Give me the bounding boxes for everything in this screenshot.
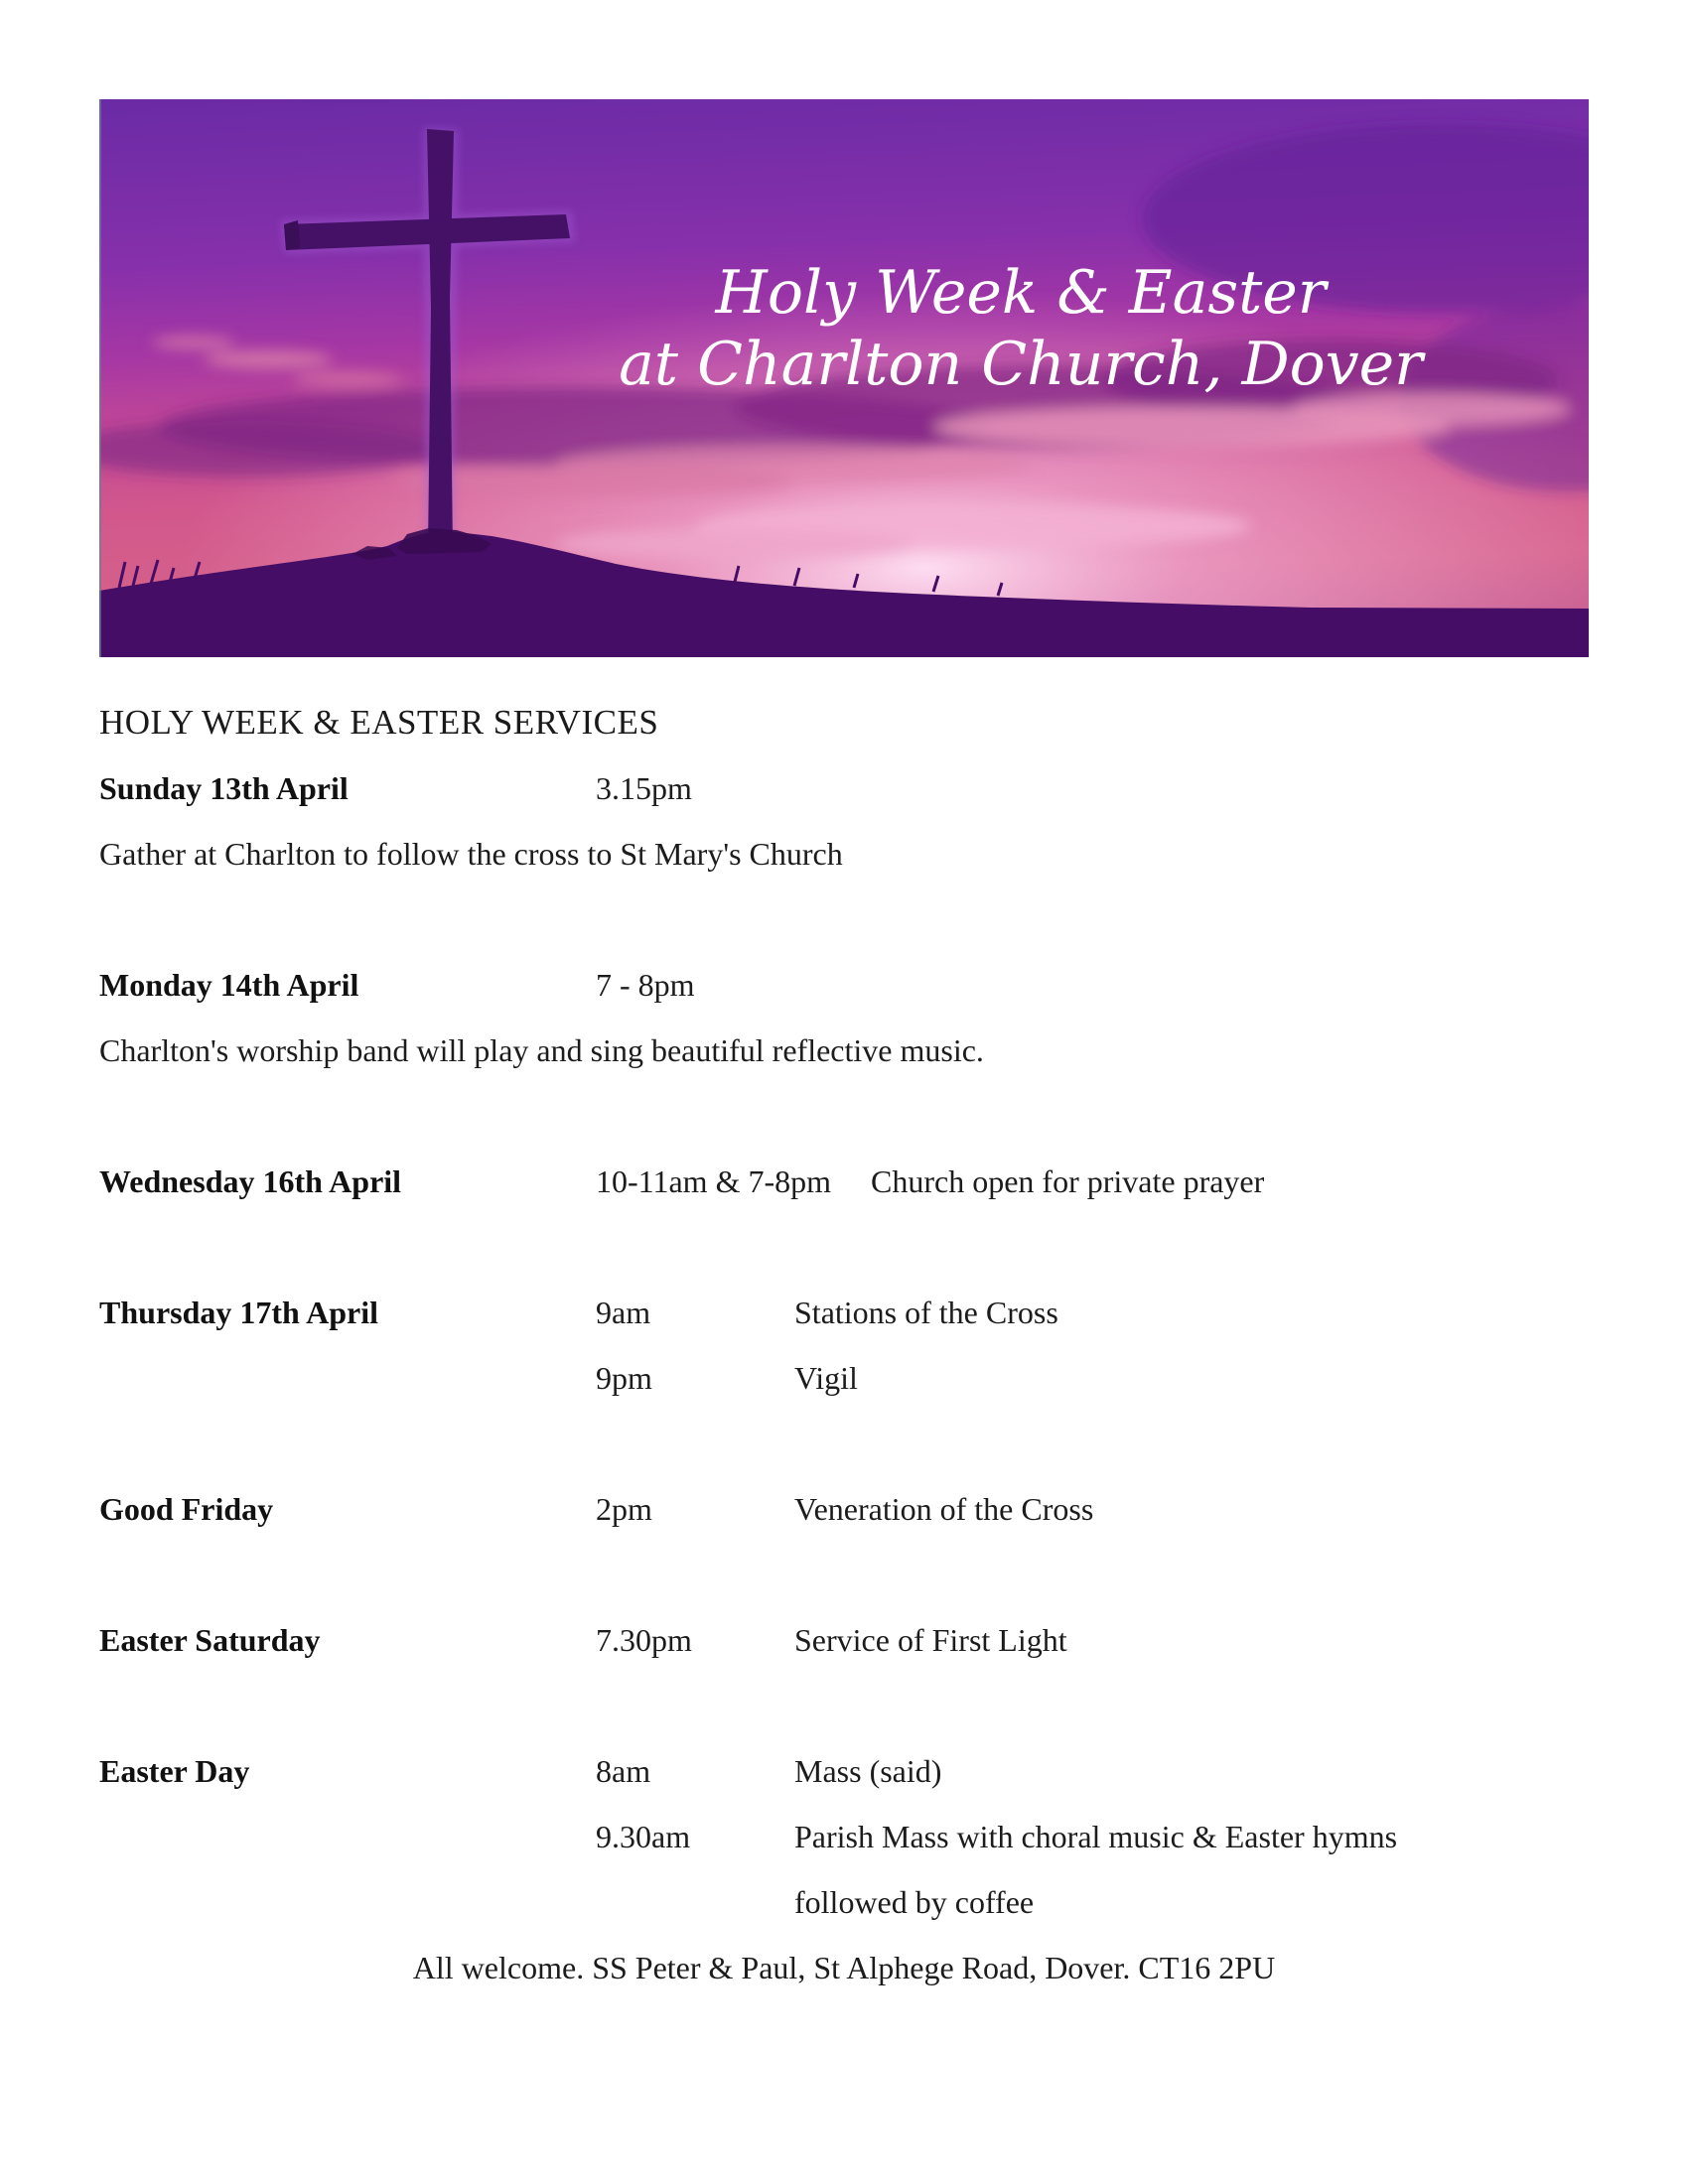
service-row: [99, 1345, 1589, 1411]
service-group-easter-day: [99, 1738, 1589, 1935]
service-desc: Parish Mass with choral music & Easter hymns: [794, 1819, 1398, 1854]
service-row: [99, 1280, 1589, 1345]
service-note: Charlton's worship band will play and sing beautiful reflective music.: [99, 1032, 984, 1068]
service-row: [99, 755, 1589, 821]
service-time: 2pm: [596, 1491, 652, 1527]
service-group-easter-saturday: [99, 1607, 1589, 1738]
service-day: Easter Saturday: [99, 1622, 321, 1658]
service-row: [99, 1804, 1589, 1869]
schedule-content: [99, 690, 1589, 2000]
spacer: [99, 1542, 1589, 1607]
service-group-wednesday: [99, 1149, 1589, 1280]
service-time: 7.30pm: [596, 1622, 692, 1658]
service-desc: Vigil: [794, 1360, 858, 1396]
service-day: Easter Day: [99, 1753, 250, 1789]
service-group-good-friday: [99, 1476, 1589, 1607]
sunset-cross-image: [99, 99, 1589, 657]
left-edge-line: [99, 99, 101, 657]
spacer: [99, 1214, 1589, 1280]
service-row: [99, 1869, 1589, 1935]
service-group-monday: [99, 952, 1589, 1149]
service-day: Wednesday 16th April: [99, 1163, 402, 1199]
service-time: 8am: [596, 1753, 651, 1789]
service-day: Sunday 13th April: [99, 770, 349, 806]
service-desc: followed by coffee: [794, 1884, 1035, 1920]
service-row: [99, 1738, 1589, 1804]
spacer: [99, 1083, 1589, 1149]
service-day: Thursday 17th April: [99, 1295, 378, 1330]
service-day: Good Friday: [99, 1491, 274, 1527]
service-desc: Stations of the Cross: [794, 1295, 1058, 1330]
service-day: Monday 14th April: [99, 967, 359, 1003]
service-time: 9am: [596, 1295, 651, 1330]
service-time: 9.30am: [596, 1819, 691, 1854]
service-group-sunday: [99, 755, 1589, 952]
service-row: [99, 1476, 1589, 1542]
service-time: 7 - 8pm: [596, 967, 695, 1003]
service-group-thursday: [99, 1280, 1589, 1476]
footer-text: All welcome. SS Peter & Paul, St Alphege Road, Dover. CT16 2PU: [412, 1950, 1276, 1985]
banner-title-line2: at Charlton Church, Dover: [619, 330, 1423, 399]
banner-image: [99, 99, 1589, 657]
spacer: [99, 1411, 1589, 1476]
service-time: 10-11am & 7-8pm: [596, 1163, 831, 1199]
service-desc: Service of First Light: [794, 1622, 1067, 1658]
page-title: HOLY WEEK & EASTER SERVICES: [99, 703, 659, 742]
spacer: [99, 1673, 1589, 1738]
service-desc: Church open for private prayer: [871, 1163, 1265, 1199]
service-desc: Veneration of the Cross: [794, 1491, 1094, 1527]
spacer: [99, 887, 1589, 952]
service-time: 9pm: [596, 1360, 652, 1396]
service-row: [99, 1607, 1589, 1673]
service-row: [99, 1149, 1589, 1214]
service-time: 3.15pm: [596, 770, 692, 806]
service-note: Gather at Charlton to follow the cross to St Mary's Church: [99, 836, 843, 872]
service-row: [99, 952, 1589, 1018]
service-desc: Mass (said): [794, 1753, 942, 1789]
banner-title-line1: Holy Week & Easter: [715, 258, 1327, 328]
